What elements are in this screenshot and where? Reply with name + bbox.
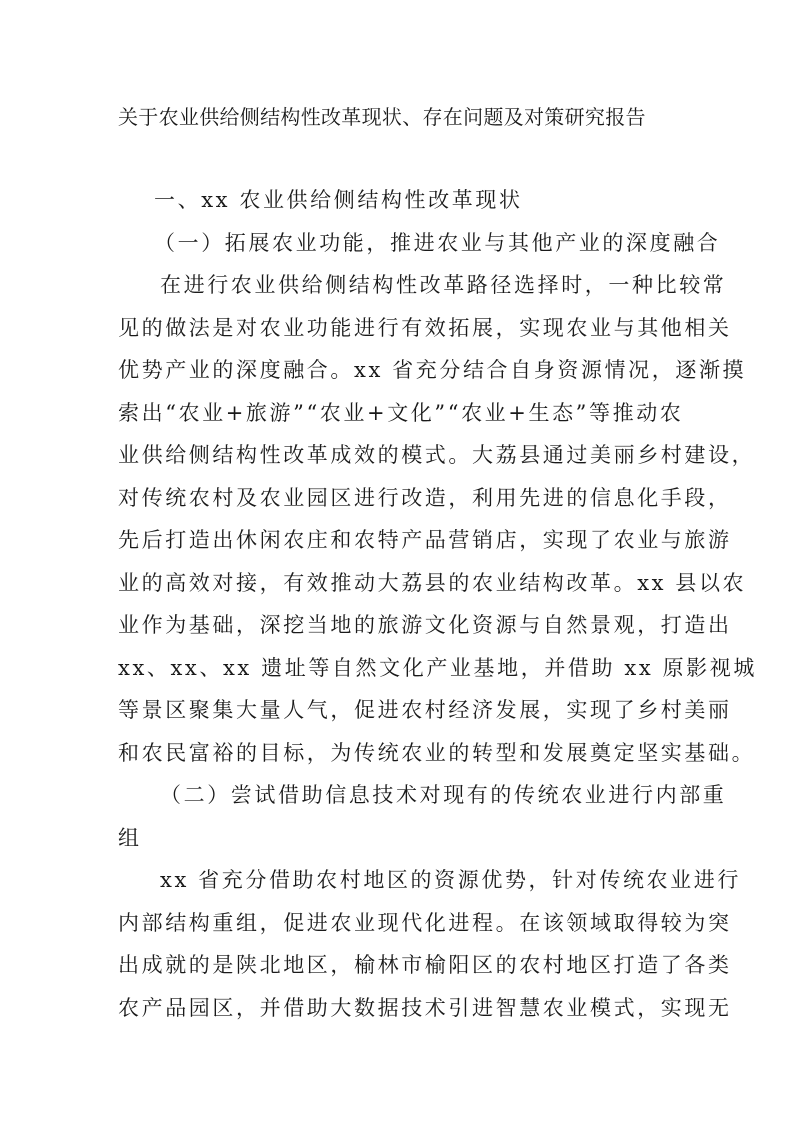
paragraph-line: 优势产业的深度融合。xx 省充分结合自身资源情况，逐渐摸 [118,358,747,382]
subsection-heading-2: （二）尝试借助信息技术对现有的传统农业进行内部重 [160,783,727,807]
paragraph-line: 等景区聚集大量人气，促进农村经济发展，实现了乡村美丽 [118,698,732,722]
subsection-heading-2-cont: 组 [118,826,142,850]
paragraph-line: 见的做法是对农业功能进行有效拓展，实现农业与其他相关 [118,316,732,340]
paragraph-line: 和农民富裕的目标，为传统农业的转型和发展奠定坚实基础。 [118,741,756,765]
section-heading-1: 一、xx 农业供给侧结构性改革现状 [154,188,523,212]
paragraph-line: 内部结构重组，促进农业现代化进程。在该领域取得较为突 [118,911,732,935]
paragraph-line: 业作为基础，深挖当地的旅游文化资源与自然景观，打造出 [118,613,732,637]
paragraph-line: 先后打造出休闲农庄和农特产品营销店，实现了农业与旅游 [118,528,732,552]
paragraph-line: xx、xx、xx 遗址等自然文化产业基地，并借助 xx 原影视城 [118,656,757,680]
paragraph-line: 在进行农业供给侧结构性改革路径选择时，一种比较常 [160,273,727,297]
paragraph-line: 索出“农业+旅游”“农业+文化”“农业+生态”等推动农 [118,401,684,425]
paragraph-line: 农产品园区，并借助大数据技术引进智慧农业模式，实现无 [118,996,732,1020]
paragraph-line: 出成就的是陕北地区，榆林市榆阳区的农村地区打造了各类 [118,953,732,977]
subsection-heading-1: （一）拓展农业功能，推进农业与其他产业的深度融合 [154,231,721,255]
document-title: 关于农业供给侧结构性改革现状、存在问题及对策研究报告 [118,105,646,129]
paragraph-line: 业的高效对接，有效推动大荔县的农业结构改革。xx 县以农 [118,571,747,595]
paragraph-line: xx 省充分借助农村地区的资源优势，针对传统农业进行 [160,868,741,892]
paragraph-line: 对传统农村及农业园区进行改造，利用先进的信息化手段， [118,486,732,510]
paragraph-line: 业供给侧结构性改革成效的模式。大荔县通过美丽乡村建设， [118,443,756,467]
